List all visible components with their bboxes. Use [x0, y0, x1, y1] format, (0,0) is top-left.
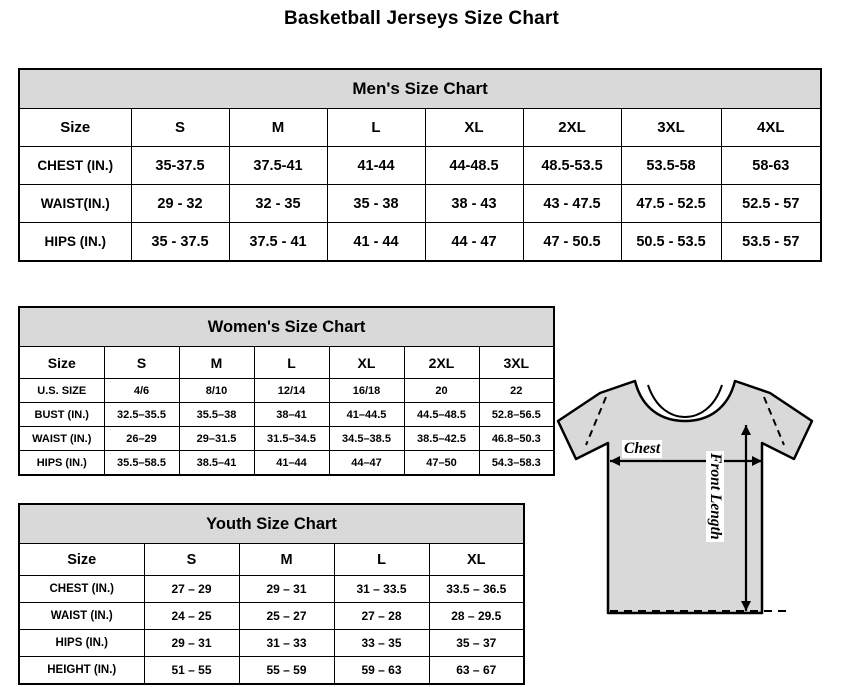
- shirt-collar: [648, 385, 722, 417]
- page-title: Basketball Jerseys Size Chart: [283, 8, 560, 29]
- row-label-chest: CHEST (IN.): [19, 147, 131, 185]
- cell: 35-37.5: [131, 147, 229, 185]
- youth-chart-caption: Youth Size Chart: [19, 504, 524, 544]
- cell: 31.5–34.5: [254, 427, 329, 451]
- table-row: [19, 223, 821, 262]
- header-l: L: [254, 347, 329, 379]
- header-m: M: [239, 544, 334, 576]
- cell: 54.3–58.3: [479, 451, 554, 476]
- cell: 35 - 38: [327, 185, 425, 223]
- youth-size-table: [18, 503, 525, 685]
- cell: 46.8–50.3: [479, 427, 554, 451]
- cell: 55 – 59: [239, 657, 334, 685]
- cell: 8/10: [179, 379, 254, 403]
- cell: 38 - 43: [425, 185, 523, 223]
- cell: 44-48.5: [425, 147, 523, 185]
- mens-size-chart: [18, 68, 820, 262]
- cell: 32.5–35.5: [104, 403, 179, 427]
- header-xl: XL: [425, 109, 523, 147]
- jersey-shirt-icon: [540, 363, 840, 653]
- cell: 58-63: [721, 147, 821, 185]
- cell: 48.5-53.5: [523, 147, 621, 185]
- header-2xl: 2XL: [404, 347, 479, 379]
- header-4xl: 4XL: [721, 109, 821, 147]
- cell: 31 – 33: [239, 630, 334, 657]
- cell: 34.5–38.5: [329, 427, 404, 451]
- cell: 43 - 47.5: [523, 185, 621, 223]
- row-label-bust: BUST (IN.): [19, 403, 104, 427]
- cell: 47–50: [404, 451, 479, 476]
- cell: 33 – 35: [334, 630, 429, 657]
- table-row: [19, 427, 554, 451]
- cell: 12/14: [254, 379, 329, 403]
- cell: 29 – 31: [144, 630, 239, 657]
- jersey-measurement-diagram: [540, 363, 840, 663]
- table-row: [19, 403, 554, 427]
- header-size: Size: [19, 109, 131, 147]
- cell: 38.5–42.5: [404, 427, 479, 451]
- row-label-waist: WAIST (IN.): [19, 427, 104, 451]
- cell: 53.5 - 57: [721, 223, 821, 262]
- header-xl: XL: [429, 544, 524, 576]
- cell: 35 – 37: [429, 630, 524, 657]
- row-label-hips: HIPS (IN.): [19, 223, 131, 262]
- header-l: L: [334, 544, 429, 576]
- table-row: [19, 451, 554, 476]
- cell: 37.5-41: [229, 147, 327, 185]
- cell: 47.5 - 52.5: [621, 185, 721, 223]
- header-s: S: [104, 347, 179, 379]
- youth-size-chart: [18, 503, 523, 685]
- row-label-hips: HIPS (IN.): [19, 451, 104, 476]
- row-label-height: HEIGHT (IN.): [19, 657, 144, 685]
- cell: 29–31.5: [179, 427, 254, 451]
- cell: 16/18: [329, 379, 404, 403]
- row-label-hips: HIPS (IN.): [19, 630, 144, 657]
- cell: 63 – 67: [429, 657, 524, 685]
- cell: 37.5 - 41: [229, 223, 327, 262]
- cell: 24 – 25: [144, 603, 239, 630]
- cell: 32 - 35: [229, 185, 327, 223]
- womens-size-table: [18, 306, 555, 476]
- header-3xl: 3XL: [479, 347, 554, 379]
- cell: 44–47: [329, 451, 404, 476]
- mens-size-table: [18, 68, 822, 262]
- cell: 27 – 28: [334, 603, 429, 630]
- cell: 38–41: [254, 403, 329, 427]
- header-2xl: 2XL: [523, 109, 621, 147]
- header-s: S: [144, 544, 239, 576]
- cell: 38.5–41: [179, 451, 254, 476]
- cell: 29 – 31: [239, 576, 334, 603]
- cell: 22: [479, 379, 554, 403]
- cell: 26–29: [104, 427, 179, 451]
- chest-label: Chest: [624, 440, 661, 457]
- header-size: Size: [19, 347, 104, 379]
- header-size: Size: [19, 544, 144, 576]
- front-length-label: Front Length: [707, 453, 724, 540]
- cell: 41 - 44: [327, 223, 425, 262]
- cell: 28 – 29.5: [429, 603, 524, 630]
- cell: 35.5–38: [179, 403, 254, 427]
- cell: 35 - 37.5: [131, 223, 229, 262]
- row-label-us-size: U.S. SIZE: [19, 379, 104, 403]
- cell: 4/6: [104, 379, 179, 403]
- cell: 53.5-58: [621, 147, 721, 185]
- cell: 44 - 47: [425, 223, 523, 262]
- row-label-waist: WAIST (IN.): [19, 603, 144, 630]
- header-xl: XL: [329, 347, 404, 379]
- header-m: M: [229, 109, 327, 147]
- cell: 52.5 - 57: [721, 185, 821, 223]
- table-header-row: [19, 347, 554, 379]
- table-header-row: [19, 544, 524, 576]
- cell: 20: [404, 379, 479, 403]
- header-s: S: [131, 109, 229, 147]
- row-label-waist: WAIST(IN.): [19, 185, 131, 223]
- cell: 52.8–56.5: [479, 403, 554, 427]
- header-3xl: 3XL: [621, 109, 721, 147]
- cell: 41-44: [327, 147, 425, 185]
- cell: 41–44.5: [329, 403, 404, 427]
- cell: 41–44: [254, 451, 329, 476]
- table-row: [19, 603, 524, 630]
- table-row: [19, 576, 524, 603]
- row-label-chest: CHEST (IN.): [19, 576, 144, 603]
- table-row: [19, 185, 821, 223]
- womens-chart-caption: Women's Size Chart: [19, 307, 554, 347]
- table-header-row: [19, 109, 821, 147]
- header-l: L: [327, 109, 425, 147]
- cell: 51 – 55: [144, 657, 239, 685]
- cell: 25 – 27: [239, 603, 334, 630]
- table-row: [19, 147, 821, 185]
- cell: 31 – 33.5: [334, 576, 429, 603]
- mens-chart-caption: Men's Size Chart: [19, 69, 821, 109]
- cell: 44.5–48.5: [404, 403, 479, 427]
- cell: 27 – 29: [144, 576, 239, 603]
- cell: 33.5 – 36.5: [429, 576, 524, 603]
- cell: 29 - 32: [131, 185, 229, 223]
- cell: 47 - 50.5: [523, 223, 621, 262]
- table-row: [19, 657, 524, 685]
- header-m: M: [179, 347, 254, 379]
- shirt-body: [558, 381, 812, 613]
- cell: 50.5 - 53.5: [621, 223, 721, 262]
- table-row: [19, 379, 554, 403]
- womens-size-chart: [18, 306, 553, 476]
- cell: 59 – 63: [334, 657, 429, 685]
- cell: 35.5–58.5: [104, 451, 179, 476]
- table-row: [19, 630, 524, 657]
